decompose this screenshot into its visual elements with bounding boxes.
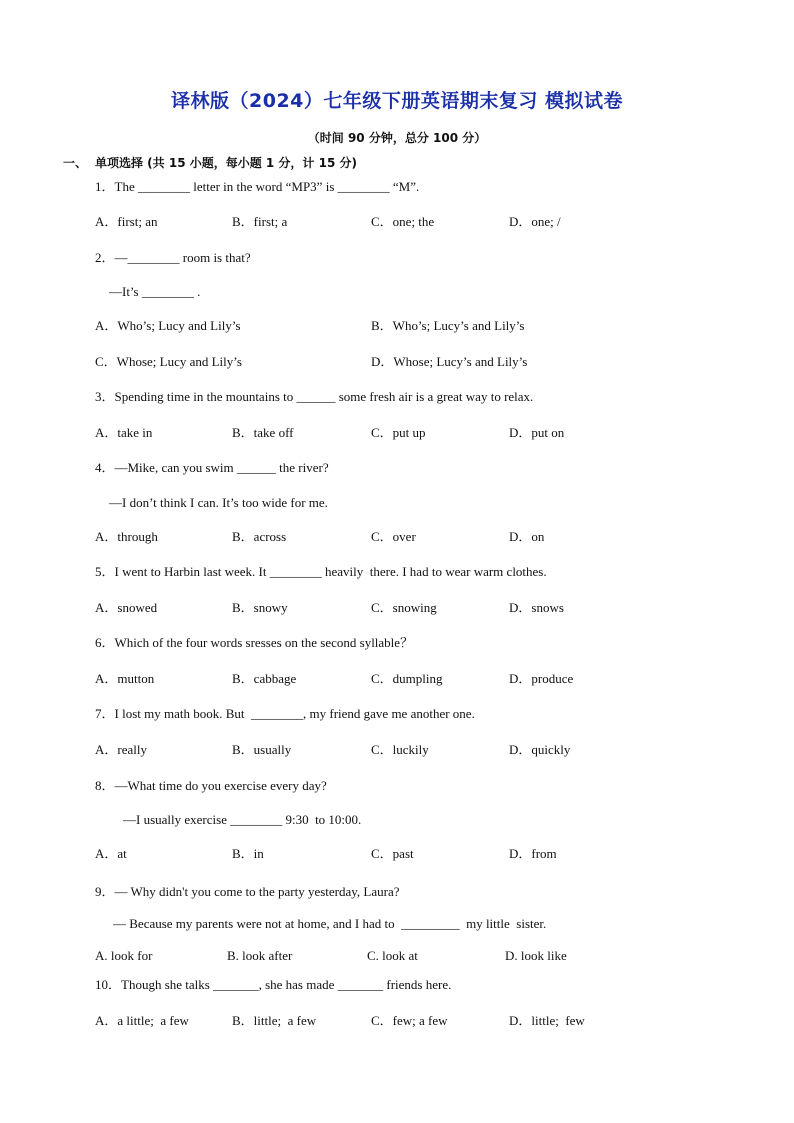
question-7-stem: 7．I lost my math book. But ________, my friend gave me another one. — [95, 706, 475, 721]
q2-option-b: B．Who’s; Lucy’s and Lily’s — [371, 318, 525, 333]
question-9-response: — Because my parents were not at home, and I had to _________ my little sister. — [113, 916, 547, 931]
q7-option-c: C．luckily — [371, 742, 429, 757]
q8-option-b: B．in — [232, 846, 264, 861]
q7-option-b: B．usually — [232, 742, 292, 757]
q10-option-d: D．little; few — [509, 1013, 585, 1028]
q10-option-c: C．few; a few — [371, 1013, 448, 1028]
question-1-stem: 1．The ________ letter in the word “MP3” is ________ “M”. — [95, 179, 420, 194]
question-8-stem: 8．—What time do you exercise every day? — [95, 778, 327, 793]
q3-option-a: A．take in — [95, 425, 153, 440]
question-4-response: —I don’t think I can. It’s too wide for me. — [109, 495, 328, 510]
q9-option-a: A. look for — [95, 948, 153, 963]
q3-option-b: B．take off — [232, 425, 294, 440]
q9-option-c: C. look at — [367, 948, 418, 963]
q5-option-a: A．snowed — [95, 600, 158, 615]
q10-option-a: A．a little; a few — [95, 1013, 189, 1028]
exam-time-note: （时间 90 分钟，总分 100 分） — [307, 131, 487, 145]
question-2-response: —It’s ________ . — [109, 284, 201, 299]
q7-option-d: D．quickly — [509, 742, 571, 757]
section-title: 单项选择 (共 15 小题，每小题 1 分，计 15 分) — [95, 156, 357, 170]
q2-option-c: C．Whose; Lucy and Lily’s — [95, 354, 242, 369]
q3-option-c: C．put up — [371, 425, 426, 440]
q4-option-c: C．over — [371, 529, 416, 544]
q8-option-a: A．at — [95, 846, 127, 861]
q4-option-d: D．on — [509, 529, 545, 544]
q1-option-d: D．one; / — [509, 214, 561, 229]
q7-option-a: A．really — [95, 742, 147, 757]
page-title: 译林版（2024）七年级下册英语期末复习 模拟试卷 — [171, 90, 623, 112]
section-heading — [63, 154, 357, 171]
q8-option-d: D．from — [509, 846, 557, 861]
q10-option-b: B．little; a few — [232, 1013, 317, 1028]
q4-option-b: B．across — [232, 529, 287, 544]
q5-option-c: C．snowing — [371, 600, 437, 615]
q5-option-b: B．snowy — [232, 600, 288, 615]
q8-option-c: C．past — [371, 846, 414, 861]
q1-option-a: A．first; an — [95, 214, 158, 229]
q6-option-b: B．cabbage — [232, 671, 297, 686]
q3-option-d: D．put on — [509, 425, 565, 440]
q2-option-d: D．Whose; Lucy’s and Lily’s — [371, 354, 528, 369]
question-8-response: —I usually exercise ________ 9:30 to 10:00. — [123, 812, 362, 827]
section-number: 一、 — [63, 156, 88, 170]
q6-option-d: D．produce — [509, 671, 574, 686]
q1-option-b: B．first; a — [232, 214, 288, 229]
q4-option-a: A．through — [95, 529, 158, 544]
q1-option-c: C．one; the — [371, 214, 435, 229]
question-2-stem: 2．—________ room is that? — [95, 250, 251, 265]
q9-option-b: B. look after — [227, 948, 293, 963]
q2-option-a: A．Who’s; Lucy and Lily’s — [95, 318, 241, 333]
q6-option-a: A．mutton — [95, 671, 155, 686]
question-6-stem: 6．Which of the four words sresses on the second syllable？ — [95, 635, 414, 650]
question-9-stem: 9．— Why didn't you come to the party yesterday, Laura? — [95, 884, 400, 899]
q9-option-d: D. look like — [505, 948, 567, 963]
q5-option-d: D．snows — [509, 600, 564, 615]
question-4-stem: 4．—Mike, can you swim ______ the river? — [95, 460, 329, 475]
q6-option-c: C．dumpling — [371, 671, 443, 686]
question-3-stem: 3．Spending time in the mountains to ______ some fresh air is a great way to relax. — [95, 389, 534, 404]
question-5-stem: 5．I went to Harbin last week. It ________ heavily there. I had to wear warm clothes. — [95, 564, 547, 579]
question-10-stem: 10．Though she talks _______, she has made _______ friends here. — [95, 977, 452, 992]
